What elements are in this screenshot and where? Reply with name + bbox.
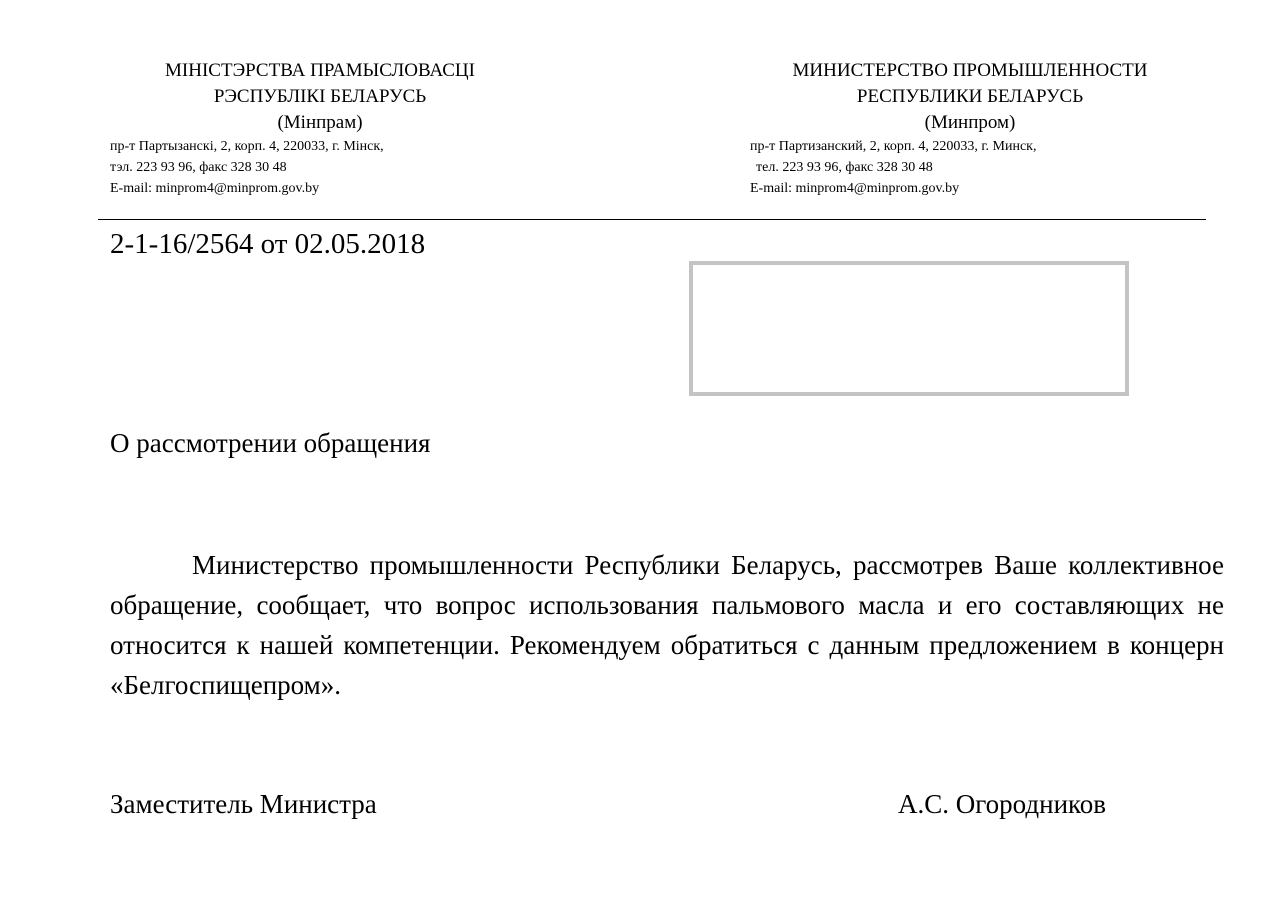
org-name-line2: РЭСПУБЛІКІ БЕЛАРУСЬ	[213, 86, 427, 107]
registration-number: 2-1-16/2564 от 02.05.2018	[110, 228, 426, 260]
letter-subject: О рассмотрении обращения	[110, 428, 431, 458]
org-short-name: (Минпром)	[924, 112, 1016, 133]
org-email: E-mail: minprom4@minprom.gov.by	[750, 181, 960, 196]
org-name-line1: МИНИСТЕРСТВО ПРОМЫШЛЕННОСТИ	[792, 60, 1148, 81]
org-address: пр-т Партызанскі, 2, корп. 4, 220033, г. Мінск,	[110, 139, 384, 154]
signatory-position: Заместитель Министра	[110, 789, 377, 819]
org-name-line2: РЕСПУБЛИКИ БЕЛАРУСЬ	[856, 86, 1084, 107]
org-phone: тел. 223 93 96, факс 328 30 48	[756, 160, 933, 175]
header-belarusian	[110, 58, 550, 199]
org-name-line1: МІНІСТЭРСТВА ПРАМЫСЛОВАСЦІ	[165, 60, 475, 81]
signatory-name: А.С. Огородников	[898, 789, 1107, 819]
addressee-redaction-box	[689, 261, 1129, 396]
org-address: пр-т Партизанский, 2, корп. 4, 220033, г. Минск,	[750, 139, 1037, 154]
org-phone: тэл. 223 93 96, факс 328 30 48	[110, 160, 287, 175]
letter-body: Министерство промышленности Республики Беларусь, рассмотрев Ваше коллективное обращение, сообщает, что вопрос использования пальмового масла и его составляющих не относится к нашей компетенции. Рекомендуем обратиться с данным предложением в концерн «Белгоспищепром».	[110, 550, 1224, 700]
org-short-name: (Мінпрам)	[277, 112, 363, 133]
header-russian	[750, 58, 1210, 199]
header-divider	[98, 219, 1206, 220]
org-email: E-mail: minprom4@minprom.gov.by	[110, 181, 320, 196]
